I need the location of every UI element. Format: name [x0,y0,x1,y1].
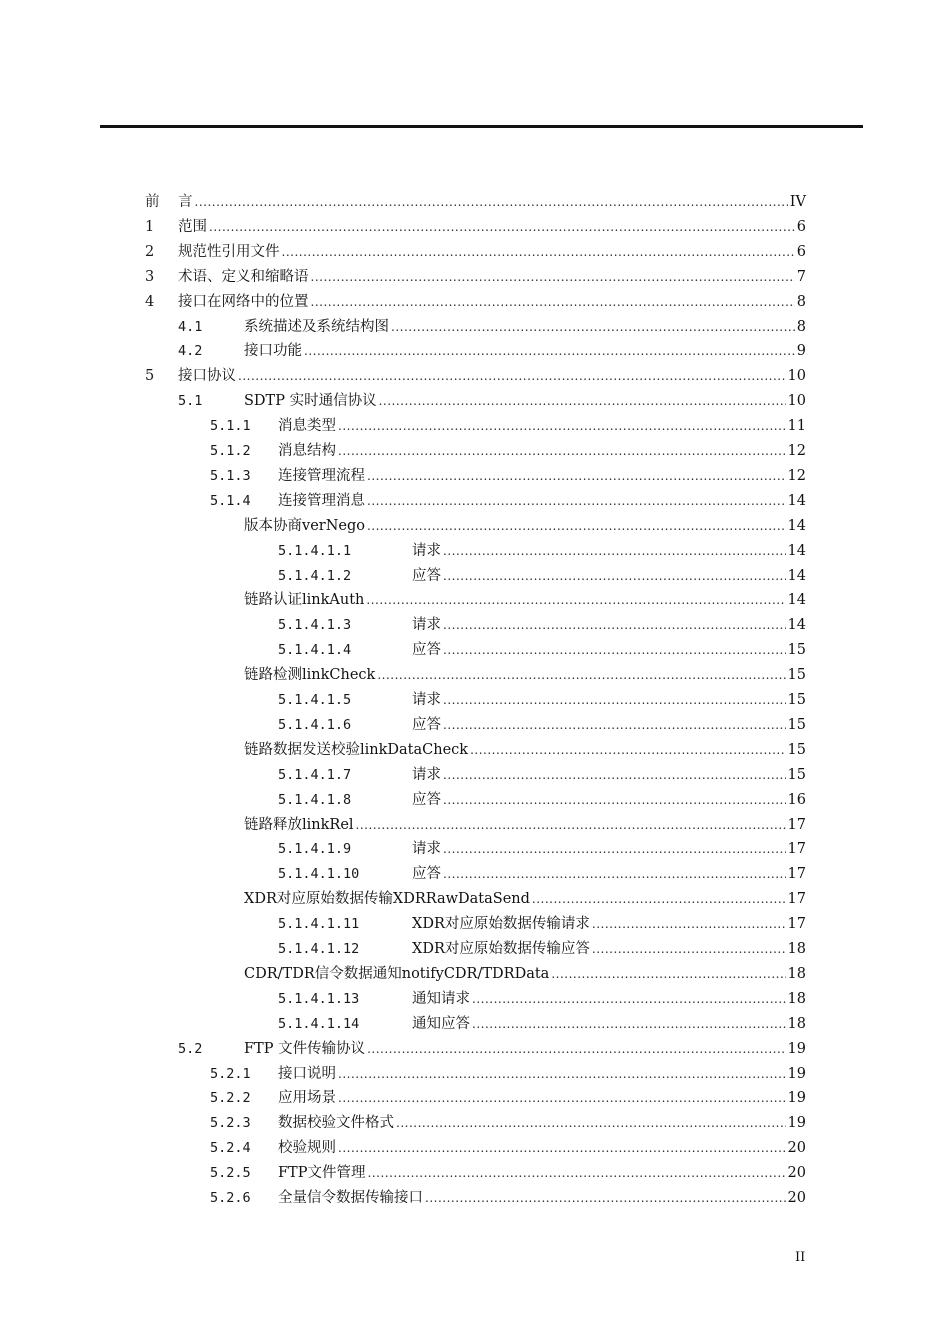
toc-entry-title: XDR对应原始数据传输请求 [412,916,590,933]
toc-entry-title: 链路认证linkAuth [244,592,365,609]
toc-entry-page: 15 [787,692,806,708]
toc-entry-page: 15 [787,716,806,733]
toc-entry-title: 应答 [412,791,441,808]
toc-entry-number: 5.1.4.1.13 [278,990,360,1007]
toc-entry-number: 5.1.4.1.6 [278,716,352,733]
toc-entry-page: 14 [787,492,806,509]
toc-entry-number: 5.1.4.1.4 [278,642,352,659]
toc-leader-dots [443,788,786,812]
toc-entry-page: 20 [787,1165,806,1182]
toc-entry[interactable] [244,738,806,762]
toc-entry-number: 5.1.4.1.2 [278,567,352,584]
toc-entry-number: 5.1.1 [210,418,251,435]
toc-entry[interactable] [278,638,806,662]
toc-entry-title: 范围 [178,218,207,235]
toc-leader-dots [425,1186,786,1210]
toc-entry-title: 接口说明 [278,1065,336,1082]
toc-entry-number: 3 [145,268,155,285]
toc-leader-dots [592,937,786,961]
toc-entry-page: 18 [787,965,806,982]
toc-entry-title: FTP文件管理 [278,1165,366,1182]
toc-entry[interactable] [278,937,806,961]
toc-leader-dots [238,364,786,388]
toc-leader-dots [443,837,786,861]
toc-entry-page: 19 [787,1090,806,1107]
toc-leader-dots [304,339,795,363]
toc-entry-number: 5.2.5 [210,1165,251,1182]
toc-entry-title: 链路检测linkCheck [244,667,376,684]
toc-entry[interactable] [278,862,806,886]
toc-entry-page: 10 [787,368,806,385]
toc-entry[interactable] [210,489,806,513]
toc-entry-page: 20 [787,1140,806,1157]
toc-entry-page: 17 [787,816,806,833]
toc-entry-title: 消息类型 [278,418,336,435]
toc-entry-title: 校验规则 [278,1140,336,1157]
toc-entry[interactable] [278,1012,806,1036]
toc-leader-dots [472,1012,786,1036]
toc-leader-dots [443,539,786,563]
toc-leader-dots [391,315,795,339]
toc-entry-title: 应答 [412,567,441,584]
toc-entry-number: 4.1 [178,318,203,335]
toc-entry-page: 9 [796,343,806,360]
toc-leader-dots [209,215,795,239]
toc-entry-page: 12 [787,467,806,484]
toc-entry-page: 20 [787,1190,806,1206]
toc-entry-page: 17 [787,841,806,858]
toc-entry-title: 请求 [412,542,441,559]
toc-entry[interactable] [244,813,806,837]
toc-entry-page: 6 [796,243,806,260]
toc-entry[interactable] [145,240,806,264]
toc-entry-page: 15 [787,766,806,783]
toc-leader-dots [282,240,795,264]
toc-entry-number: 5.2.4 [210,1140,251,1157]
toc-entry[interactable] [244,663,806,687]
toc-entry-title: 连接管理流程 [278,467,365,484]
toc-entry-title: 术语、定义和缩略语 [178,268,309,285]
toc-entry-number: 5.2.3 [210,1115,251,1132]
toc-entry-title: 规范性引用文件 [178,243,280,260]
toc-entry-page: 8 [796,318,806,335]
toc-entry[interactable] [210,1161,806,1185]
toc-entry-page: 15 [787,642,806,659]
toc-entry-title: 数据校验文件格式 [278,1115,394,1132]
toc-entry-number: 4.2 [178,343,203,360]
toc-entry-title: XDR对应原始数据传输XDRRawDataSend [244,891,530,908]
toc-entry-title: 应答 [412,866,441,883]
toc-entry-page: 7 [796,268,806,285]
toc-entry-number: 5.1.3 [210,467,251,484]
toc-leader-dots [338,439,786,463]
toc-entry-title: 应答 [412,716,441,733]
toc-entry-number: 5.1.4.1.8 [278,791,352,808]
toc-entry-page: 16 [787,791,806,808]
toc-entry-page: 15 [787,741,806,758]
toc-entry-number: 1 [145,218,155,235]
toc-entry[interactable] [244,588,806,612]
toc-entry-page: 19 [787,1115,806,1132]
toc-entry[interactable] [210,439,806,463]
toc-entry-title: 接口功能 [244,343,302,360]
toc-entry-number: 5.1.4 [210,492,251,509]
toc-leader-dots [367,464,786,488]
toc-entry-title: 应用场景 [278,1090,336,1107]
toc-entry-title: 系统描述及系统结构图 [244,318,389,335]
toc-entry-title: 请求 [412,692,441,708]
toc-entry-number: 5.1.4.1.7 [278,766,352,783]
toc-entry-page: 14 [787,592,806,609]
toc-entry[interactable] [178,389,806,413]
toc-leader-dots [472,987,786,1011]
toc-entry-title: 连接管理消息 [278,492,365,509]
toc-leader-dots [338,1086,786,1110]
toc-leader-dots [551,962,785,986]
toc-entry-page: 12 [787,443,806,459]
toc-entry[interactable] [178,1037,806,1061]
toc-entry-number: 5.2.6 [210,1190,251,1206]
toc-entry-title: 通知请求 [412,990,470,1007]
toc-entry[interactable] [178,339,806,363]
toc-entry[interactable] [278,912,806,936]
toc-leader-dots [443,763,786,787]
toc-entry-title: XDR对应原始数据传输应答 [412,941,590,957]
toc-leader-dots [366,588,785,612]
toc-entry[interactable] [278,613,806,637]
toc-entry-number: 5.1.4.1.12 [278,941,360,957]
toc-entry-title: 言 [178,194,193,210]
toc-entry-title: 链路数据发送校验linkDataCheck [244,741,469,758]
toc-entry-page: 11 [787,418,806,435]
toc-leader-dots [338,1136,786,1160]
toc-entry-title: 消息结构 [278,443,336,459]
toc-entry[interactable] [145,290,806,314]
toc-entry-page: 18 [787,990,806,1007]
toc-entry-page: 14 [787,617,806,634]
toc-leader-dots [377,663,785,687]
toc-entry[interactable] [244,514,806,538]
toc-leader-dots [443,713,786,737]
toc-entry-number: 5.1.2 [210,443,251,459]
toc-leader-dots [470,738,785,762]
toc-entry-title: 请求 [412,841,441,858]
toc-entry-page: 14 [787,517,806,534]
toc-entry-number: 5 [145,368,155,385]
toc-entry-title: 请求 [412,617,441,634]
toc-entry-number: 5.2.2 [210,1090,251,1107]
toc-entry[interactable] [278,688,806,712]
toc-entry-page: 8 [796,293,806,310]
toc-entry-title: 版本协商verNego [244,517,365,534]
toc-entry[interactable] [145,190,806,214]
toc-entry[interactable] [278,837,806,861]
toc-entry-page: 6 [796,218,806,235]
toc-entry-title: 通知应答 [412,1015,470,1032]
toc-leader-dots [532,887,786,911]
toc-leader-dots [367,1037,785,1061]
toc-entry-number: 5.1 [178,393,203,410]
toc-entry[interactable] [278,987,806,1011]
toc-entry[interactable] [210,414,806,438]
toc-entry-title: 应答 [412,642,441,659]
toc-entry-number: 2 [145,243,155,260]
toc-entry[interactable] [244,962,806,986]
toc-leader-dots [311,265,795,289]
toc-entry[interactable] [278,788,806,812]
toc-leader-dots [338,1062,786,1086]
toc-leader-dots [443,613,786,637]
toc-entry[interactable] [145,265,806,289]
footer-page-number: II [795,1250,806,1265]
toc-leader-dots [443,638,786,662]
toc-entry-title: 接口协议 [178,368,236,385]
toc-entry[interactable] [278,564,806,588]
toc-entry-number: 5.1.4.1.1 [278,542,352,559]
toc-entry-page: 19 [787,1065,806,1082]
toc-entry[interactable] [210,1186,806,1210]
toc-leader-dots [396,1111,786,1135]
toc-entry[interactable] [278,763,806,787]
toc-leader-dots [368,1161,786,1185]
toc-entry[interactable] [210,1136,806,1160]
toc-entry-title: SDTP 实时通信协议 [244,393,377,410]
toc-entry-number: 5.2 [178,1040,203,1057]
toc-leader-dots [195,190,788,214]
toc-entry-number: 5.1.4.1.3 [278,617,352,634]
toc-entry-page: 17 [787,916,806,933]
toc-entry-title: FTP 文件传输协议 [244,1040,366,1057]
toc-entry-number: 5.1.4.1.14 [278,1015,360,1032]
toc-entry-title: 请求 [412,766,441,783]
toc-leader-dots [367,514,786,538]
toc-entry-page: 15 [787,667,806,684]
toc-leader-dots [311,290,795,314]
toc-entry[interactable] [145,215,806,239]
toc-leader-dots [356,813,786,837]
toc-leader-dots [379,389,786,413]
toc-leader-dots [367,489,786,513]
toc-leader-dots [592,912,786,936]
toc-entry[interactable] [210,464,806,488]
toc-entry-title: 接口在网络中的位置 [178,293,309,310]
toc-entry-number: 5.1.4.1.9 [278,841,352,858]
toc-entry-page: 17 [787,891,806,908]
toc-entry-number: 5.2.1 [210,1065,251,1082]
toc-entry-title: CDR/TDR信令数据通知notifyCDR/TDRData [244,965,550,982]
toc-entry-page: 18 [787,941,806,957]
toc-entry-title: 链路释放linkRel [244,816,354,833]
toc-entry[interactable] [278,539,806,563]
toc-entry-number: 5.1.4.1.10 [278,866,360,883]
toc-leader-dots [338,414,786,438]
toc-entry-page: 14 [787,567,806,584]
toc-entry[interactable] [210,1111,806,1135]
toc-entry-number: 5.1.4.1.5 [278,692,352,708]
toc-entry-number: 5.1.4.1.11 [278,916,360,933]
toc-leader-dots [443,688,786,712]
toc-entry-number: 前 [145,194,160,210]
toc-entry-page: 10 [787,393,806,410]
toc-entry-page: 18 [787,1015,806,1032]
toc-entry[interactable] [278,713,806,737]
toc-entry[interactable] [244,887,806,911]
toc-entry[interactable] [210,1086,806,1110]
toc-entry-page: 17 [787,866,806,883]
toc-entry[interactable] [210,1062,806,1086]
toc-leader-dots [443,564,786,588]
toc-entry-page: 19 [787,1040,806,1057]
toc-entry-page: 14 [787,542,806,559]
toc-entry[interactable] [145,364,806,388]
toc-leader-dots [443,862,786,886]
toc-entry-number: 4 [145,293,155,310]
header-rule [100,125,863,128]
toc-entry-page: IV [789,194,806,210]
toc-entry-title: 全量信令数据传输接口 [278,1190,423,1206]
toc-entry[interactable] [178,315,806,339]
